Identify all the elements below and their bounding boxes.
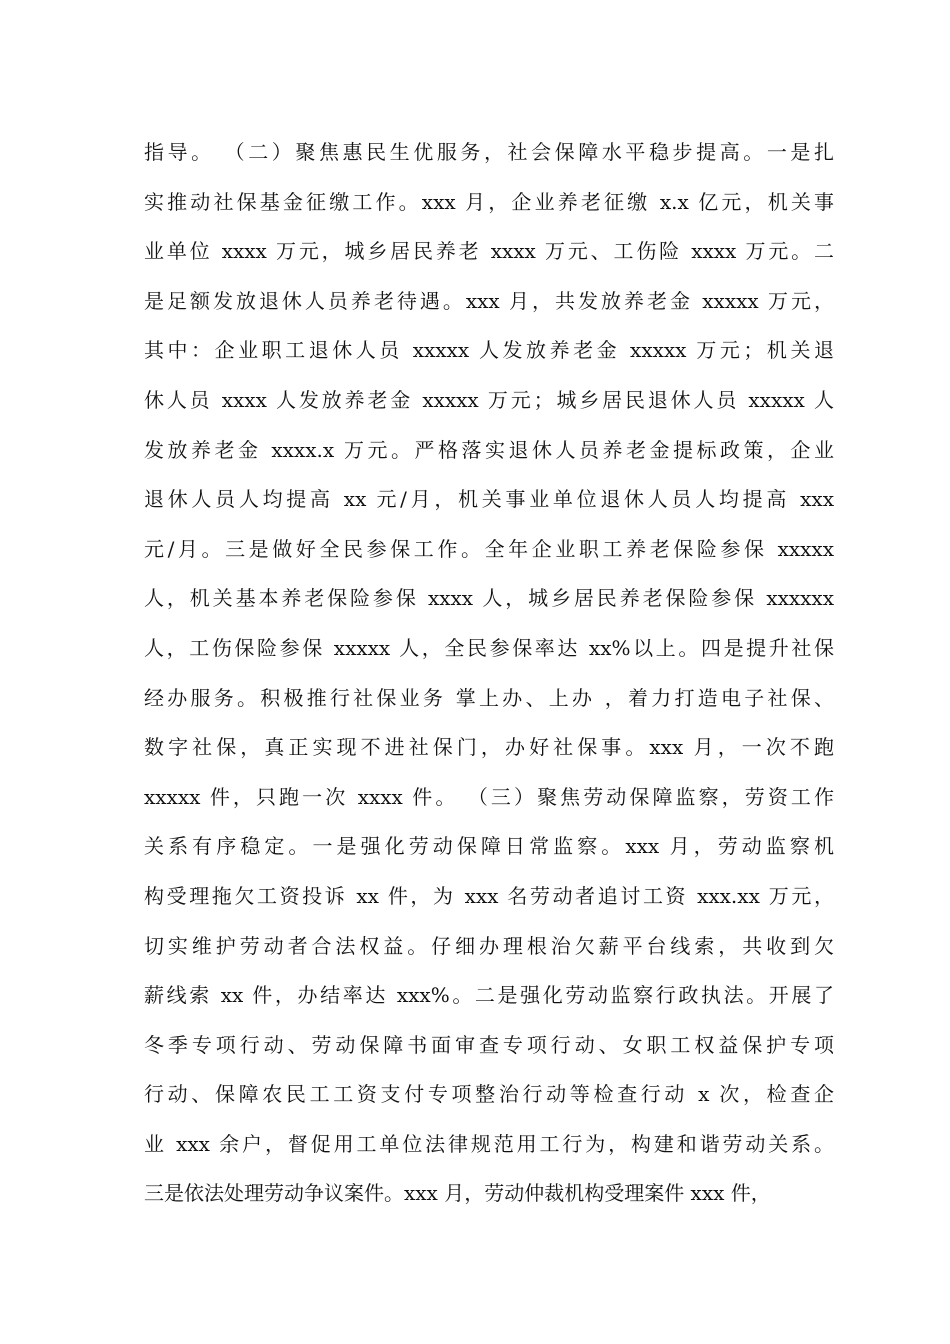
- text-line: 元/月。三是做好全民参保工作。全年企业职工养老保险参保 xxxxx: [144, 536, 834, 561]
- text-line: 人，工伤保险参保 xxxxx 人，全民参保率达 xx%以上。四是提升社保: [144, 635, 834, 660]
- text-line: 薪线索 xx 件，办结率达 xxx%。二是强化劳动监察行政执法。开展了: [144, 983, 834, 1008]
- text-line: 是足额发放退休人员养老待遇。xxx 月，共发放养老金 xxxxx 万元，: [144, 288, 834, 313]
- text-line: 构受理拖欠工资投诉 xx 件，为 xxx 名劳动者追讨工资 xxx.xx 万元，: [144, 883, 834, 908]
- text-line: 数字社保，真正实现不进社保门，办好社保事。xxx 月，一次不跑: [144, 735, 834, 760]
- text-line: 指导。 （二）聚焦惠民生优服务，社会保障水平稳步提高。一是扎: [144, 140, 834, 164]
- text-line: 休人员 xxxx 人发放养老金 xxxxx 万元；城乡居民退休人员 xxxxx 人: [144, 387, 834, 412]
- text-line: 切实维护劳动者合法权益。仔细办理根治欠薪平台线索，共收到欠: [144, 933, 834, 958]
- text-line: 业单位 xxxx 万元，城乡居民养老 xxxx 万元、工伤险 xxxx 万元。二: [144, 239, 834, 264]
- text-line: 退休人员人均提高 xx 元/月，机关事业单位退休人员人均提高 xxx: [144, 487, 834, 512]
- text-line: 冬季专项行动、劳动保障书面审查专项行动、女职工权益保护专项: [144, 1032, 834, 1057]
- text-line: 业 xxx 余户，督促用工单位法律规范用工行为，构建和谐劳动关系。: [144, 1131, 834, 1156]
- text-line: 行动、保障农民工工资支付专项整治行动等检查行动 x 次，检查企: [144, 1082, 834, 1107]
- text-line: 三是依法处理劳动争议案件。xxx 月，劳动仲裁机构受理案件 xxx 件，: [144, 1181, 771, 1206]
- text-line: 关系有序稳定。一是强化劳动保障日常监察。xxx 月，劳动监察机: [144, 834, 834, 859]
- text-line: 经办服务。积极推行社保业务 掌上办、上办 ，着力打造电子社保、: [144, 685, 834, 710]
- text-line: xxxxx 件，只跑一次 xxxx 件。 （三）聚焦劳动保障监察，劳资工作: [144, 784, 834, 809]
- text-line: 发放养老金 xxxx.x 万元。严格落实退休人员养老金提标政策，企业: [144, 437, 834, 462]
- text-line: 其中：企业职工退休人员 xxxxx 人发放养老金 xxxxx 万元；机关退: [144, 338, 834, 363]
- body-text: [144, 128, 834, 1219]
- text-line: 实推动社保基金征缴工作。xxx 月，企业养老征缴 x.x 亿元，机关事: [144, 189, 834, 214]
- text-line: 人，机关基本养老保险参保 xxxx 人，城乡居民养老保险参保 xxxxxx: [144, 586, 834, 611]
